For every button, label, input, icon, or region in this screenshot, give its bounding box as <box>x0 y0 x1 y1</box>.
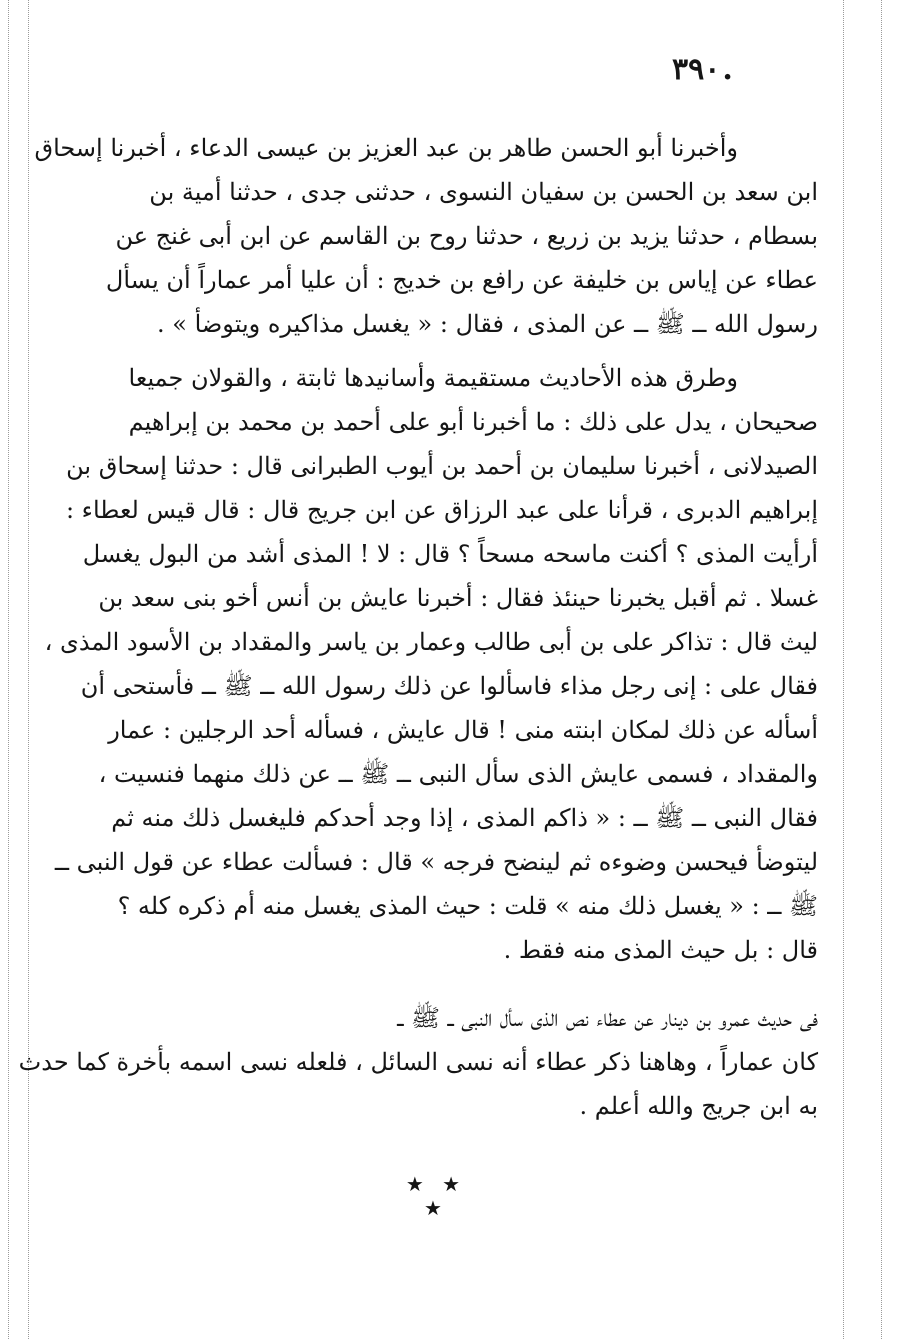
paragraph-line: غسلا . ثم أقبل يخبرنا حينئذ فقال : أخبرنا عايش بن أنس أخو بنى سعد بن <box>98 584 818 612</box>
paragraph-line: أسأله عن ذلك لمكان ابنته منى ! قال عايش ، فسأله أحد الرجلين : عمار <box>108 716 818 744</box>
paragraph-line: بسطام ، حدثنا يزيد بن زريع ، حدثنا روح بن القاسم عن ابن أبى غنج عن <box>115 222 818 250</box>
paragraph-line: فقال على : إنى رجل مذاء فاسألوا عن ذلك رسول الله ــ ﷺ ــ فأستحى أن <box>80 672 818 700</box>
paragraph-line: ابن سعد بن الحسن بن سفيان النسوى ، حدثنى جدى ، حدثنا أمية بن <box>149 178 818 206</box>
paragraph-line: فى حديث عمرو بن دينار عن عطاء نص الذى سأل النبى ــ ﷺ ــ <box>397 1004 818 1032</box>
page-number-dot: . <box>722 52 734 87</box>
section-separator: ★ ★ ★ <box>405 1172 467 1220</box>
page-number <box>672 52 762 87</box>
paragraph-1 <box>34 126 818 346</box>
margin-guide-right <box>881 0 882 1339</box>
paragraph-line: ﷺ ــ : « يغسل ذلك منه » قلت : حيث المذى يغسل منه أم ذكره كله ؟ <box>117 892 818 920</box>
paragraph-3 <box>18 996 818 1128</box>
margin-guide-right-inner <box>843 0 844 1339</box>
paragraph-line: به ابن جريج والله أعلم . <box>579 1092 818 1120</box>
margin-guide-left <box>8 0 9 1339</box>
paragraph-line: وأخبرنا أبو الحسن طاهر بن عبد العزيز بن عيسى الدعاء ، أخبرنا إسحاق <box>34 134 738 162</box>
paragraph-line: عطاء عن إياس بن خليفة عن رافع بن خديج : أن عليا أمر عماراً أن يسأل <box>105 266 818 294</box>
paragraph-line: كان عماراً ، وهاهنا ذكر عطاء أنه نسى السائل ، فلعله نسى اسمه بأخرة كما حدث <box>18 1048 818 1076</box>
paragraph-line: فقال النبى ــ ﷺ ــ : « ذاكم المذى ، إذا وجد أحدكم فليغسل ذلك منه ثم <box>111 804 818 832</box>
paragraph-line: ليث قال : تذاكر على بن أبى طالب وعمار بن ياسر والمقداد بن الأسود المذى ، <box>44 628 818 656</box>
paragraph-line: إبراهيم الدبرى ، قرأنا على عبد الرزاق عن ابن جريج قال : قال قيس لعطاء : <box>65 496 818 524</box>
paragraph-2 <box>44 356 818 972</box>
page-number-value: ٣٩٠ <box>672 52 721 87</box>
paragraph-line: والمقداد ، فسمى عايش الذى سأل النبى ــ ﷺ ــ عن ذلك منهما فنسيت ، <box>98 760 818 788</box>
paragraph-line: وطرق هذه الأحاديث مستقيمة وأسانيدها ثابتة ، والقولان جميعا <box>128 364 738 392</box>
paragraph-line: ليتوضأ فيحسن وضوءه ثم لينضح فرجه » قال : فسألت عطاء عن قول النبى ــ <box>54 848 818 876</box>
paragraph-line: صحيحان ، يدل على ذلك : ما أخبرنا أبو على أحمد بن محمد بن إبراهيم <box>128 408 818 436</box>
paragraph-line: أرأيت المذى ؟ أكنت ماسحه مسحاً ؟ قال : لا ! المذى أشد من البول يغسل <box>82 540 818 568</box>
paragraph-line: قال : بل حيث المذى منه فقط . <box>503 936 818 964</box>
paragraph-line: الصيدلانى ، أخبرنا سليمان بن أحمد بن أيوب الطبرانى قال : حدثنا إسحاق بن <box>66 452 818 480</box>
paragraph-line: رسول الله ــ ﷺ ــ عن المذى ، فقال : « يغسل مذاكيره ويتوضأ » . <box>157 310 818 338</box>
margin-guide-left-inner <box>28 0 29 1339</box>
